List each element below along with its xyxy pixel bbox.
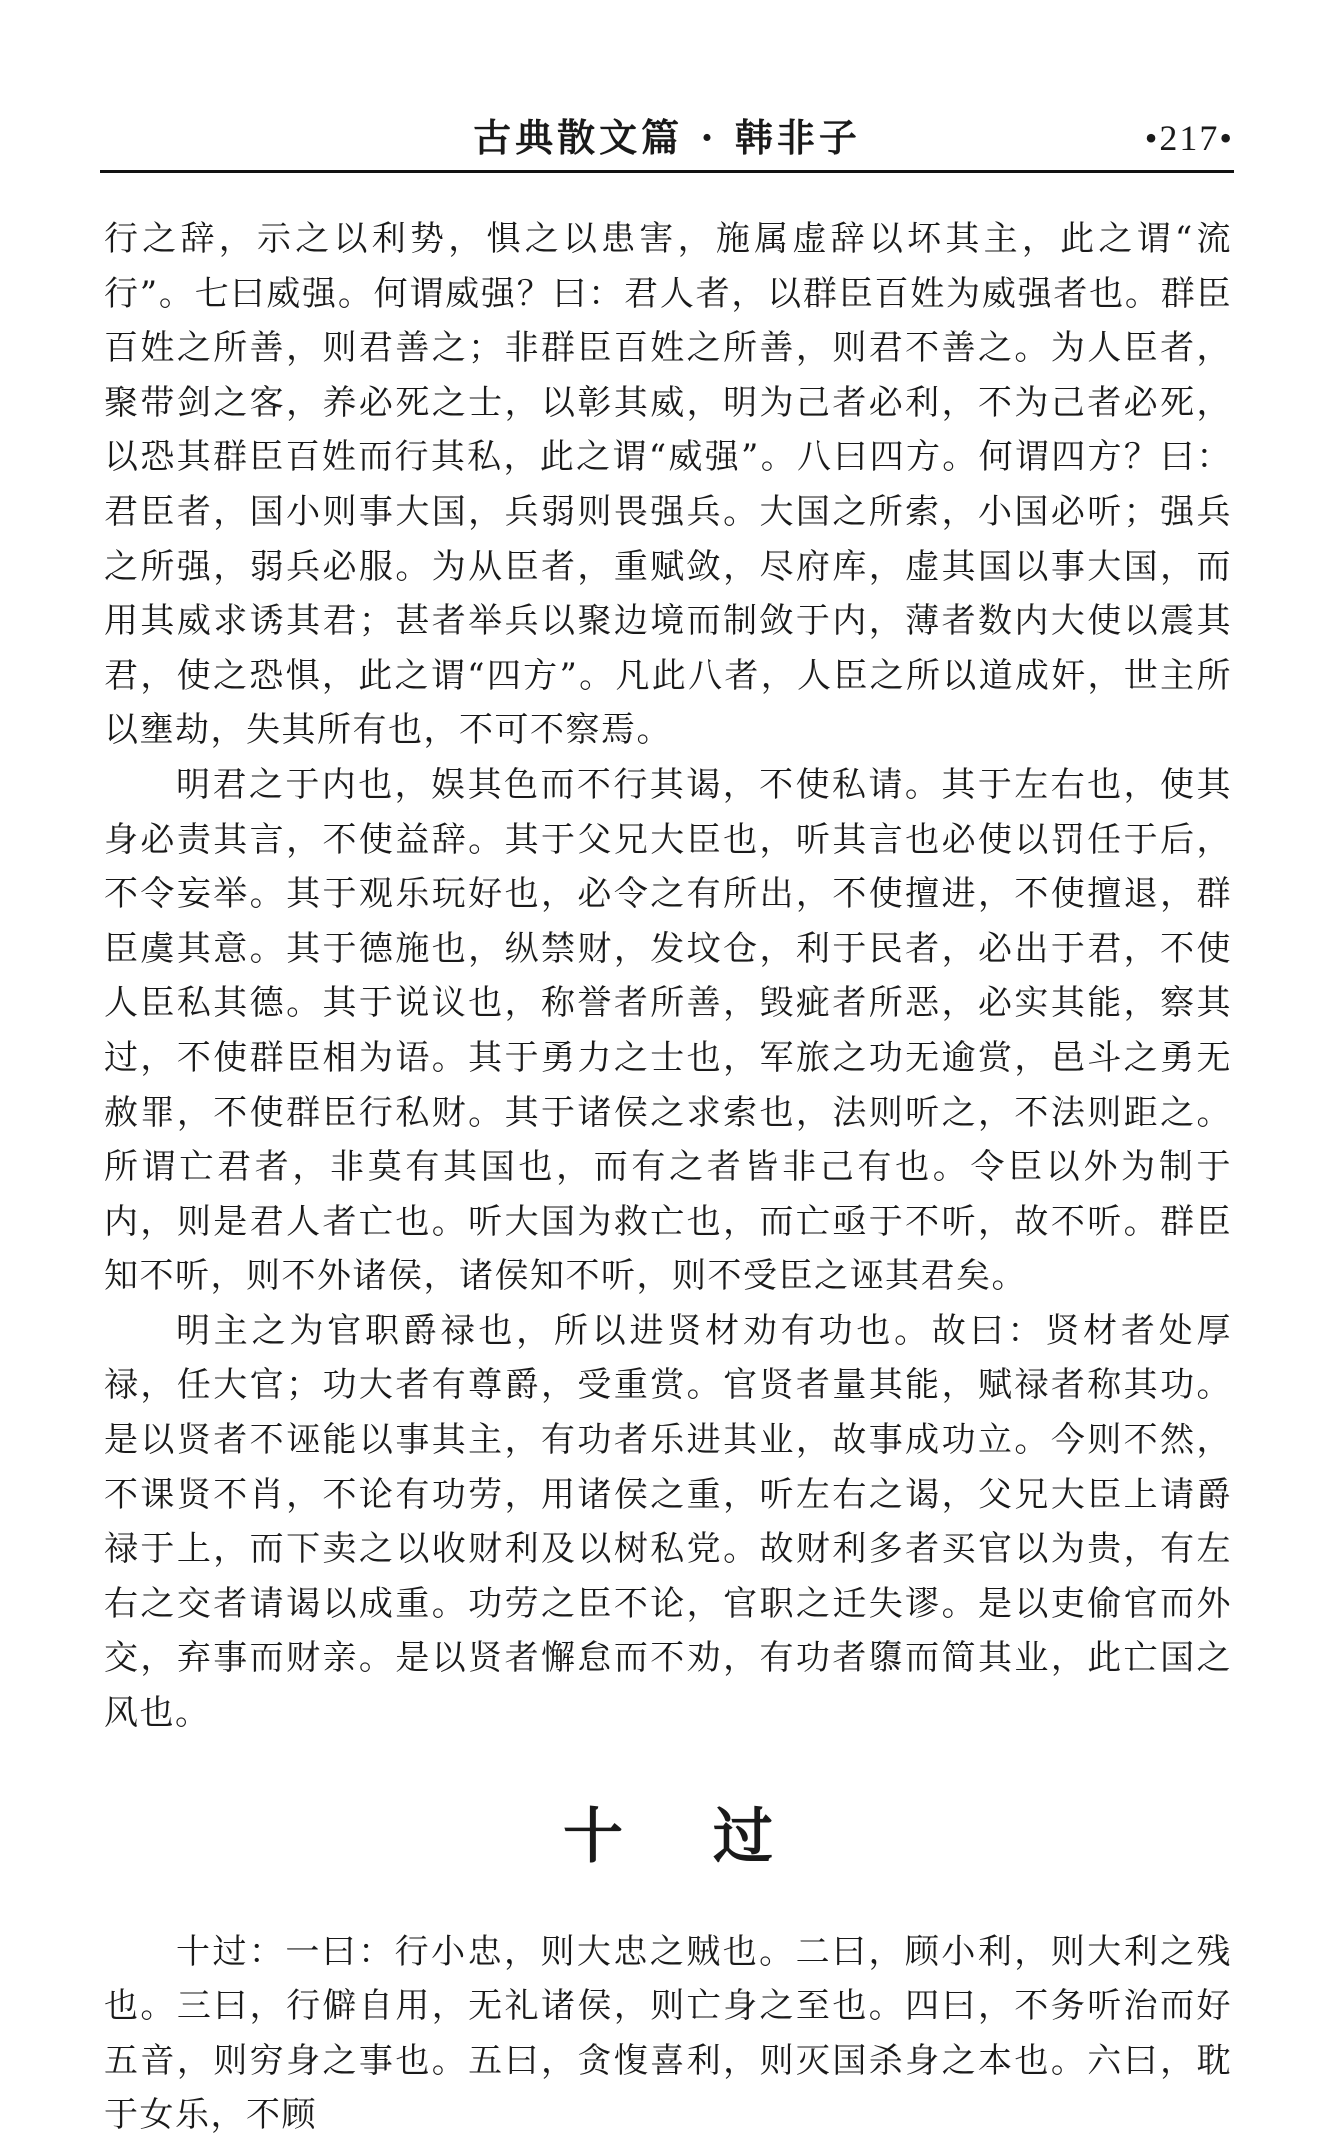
paragraph: 明君之于内也，娱其色而不行其谒，不使私请。其于左右也，使其身必责其言，不使益辞。其于父兄大臣也，听其言也必使以罚任于后，不令妄举。其于观乐玩好也，必令之有所出，不使擅进，不使擅退，群臣虞其意。其于德施也，纵禁财，发坟仓，利于民者，必出于君，不使人臣私其德。其于说议也，称誉者所善，毁疵者所恶，必实其能，察其过，不使群臣相为语。其于勇力之士也，军旅之功无逾赏，邑斗之勇无赦罪，不使群臣行私财。其于诸侯之求索也，法则听之，不法则距之。所谓亡君者，非莫有其国也，而有之者皆非己有也。令臣以外为制于内，则是君人者亡也。听大国为救亡也，而亡亟于不听，故不听。群臣知不听，则不外诸侯，诸侯知不听，则不受臣之诬其君矣。 [104, 764, 1232, 1297]
paragraph-continued: 行之辞，示之以利势，惧之以患害，施属虚辞以坏其主，此之谓“流行”。七曰威强。何谓威强？曰：君人者，以群臣百姓为威强者也。群臣百姓之所善，则君善之；非群臣百姓之所善，则君不善之。为人臣者，聚带剑之客，养必死之士，以彰其威，明为己者必利，不为己者必死，以恐其群臣百姓而行其私，此之谓“威强”。八曰四方。何谓四方？曰：君臣者，国小则事大国，兵弱则畏强兵。大国之所索，小国必听；强兵之所强，弱兵必服。为从臣者，重赋敛，尽府库，虚其国以事大国，而用其威求诱其君；甚者举兵以聚边境而制敛于内，薄者数内大使以震其君，使之恐惧，此之谓“四方”。凡此八者，人臣之所以道成奸，世主所以壅劫，失其所有也，不可不察焉。 [104, 219, 1232, 751]
section-title: 十过 [563, 1801, 863, 1872]
paragraph: 明主之为官职爵禄也，所以进贤材劝有功也。故曰：贤材者处厚禄，任大官；功大者有尊爵，受重赏。官贤者量其能，赋禄者称其功。是以贤者不诬能以事其主，有功者乐进其业，故事成功立。今则不然，不课贤不肖，不论有功劳，用诸侯之重，听左右之谒，父兄大臣上请爵禄于上，而下卖之以收财利及以树私党。故财利多者买官以为贵，有左右之交者请谒以成重。功劳之臣不论，官职之迁失谬。是以吏偷官而外交，弃事而财亲。是以贤者懈怠而不劝，有功者隳而简其业，此亡国之风也。 [104, 1310, 1232, 1734]
header-rule [100, 170, 1234, 173]
page-number: •217• [1144, 118, 1234, 158]
text-body [104, 212, 1232, 2143]
running-head [100, 108, 1234, 168]
section-paragraph: 十过：一曰：行小忠，则大忠之贼也。二曰，顾小利，则大利之残也。三曰，行僻自用，无礼诸侯，则亡身之至也。四曰，不务听治而好五音，则穷身之事也。五曰，贪愎喜利，则灭国杀身之本也。六曰，耽于女乐，不顾 [104, 1931, 1232, 2136]
running-title: 古典散文篇 · 韩非子 [473, 115, 861, 160]
